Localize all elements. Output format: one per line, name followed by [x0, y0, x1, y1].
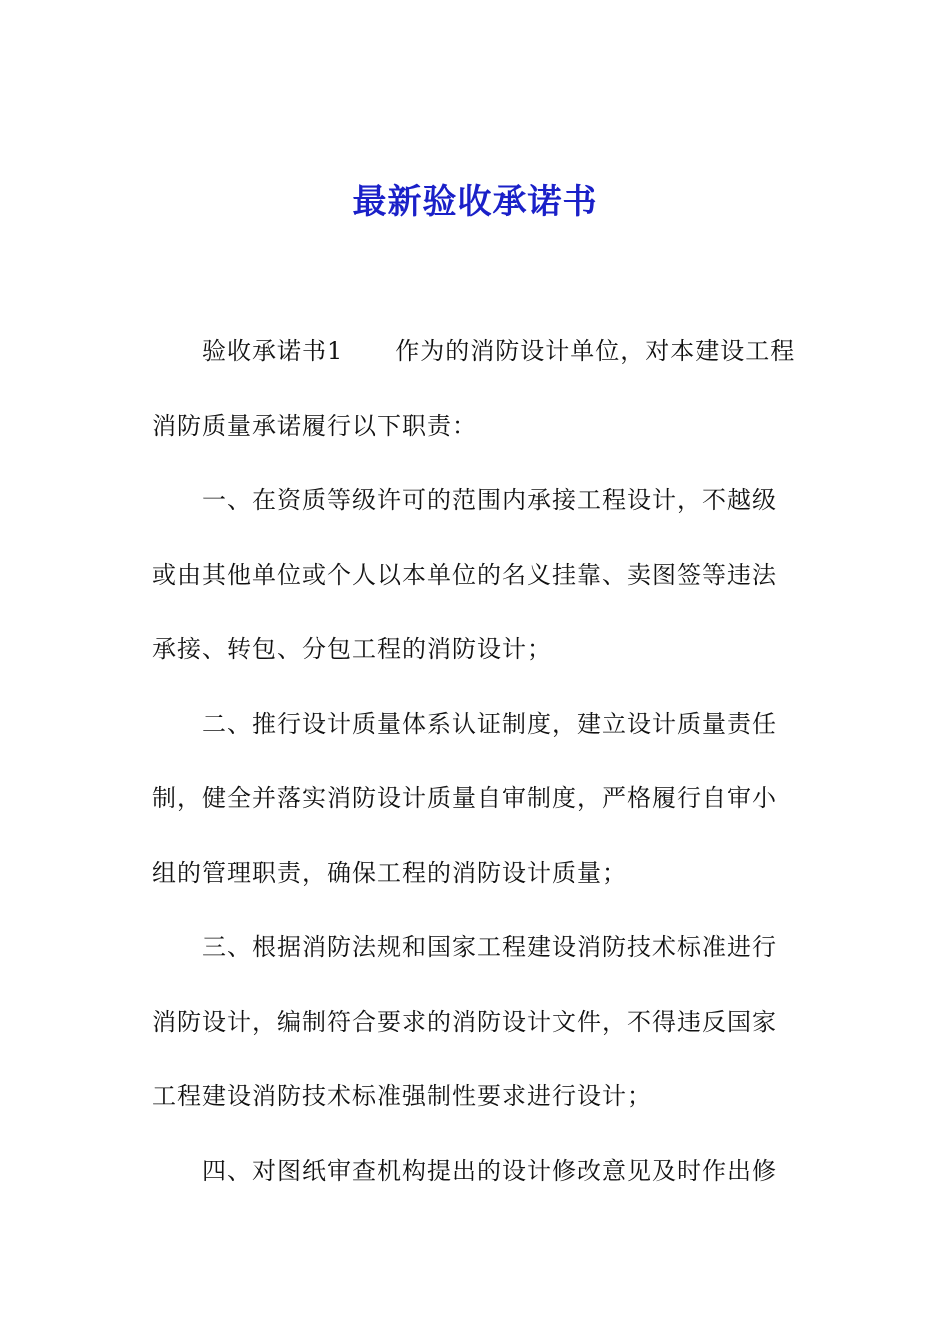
paragraph-line: 一、在资质等级许可的范围内承接工程设计，不越级 [202, 486, 777, 514]
paragraph-line [202, 333, 812, 369]
paragraph-line: 或由其他单位或个人以本单位的名义挂靠、卖图签等违法 [152, 561, 777, 589]
paragraph-line: 消防质量承诺履行以下职责： [152, 412, 477, 440]
paragraph-line: 组的管理职责，确保工程的消防设计质量； [152, 859, 627, 887]
paragraph-line: 二、推行设计质量体系认证制度，建立设计质量责任 [202, 710, 777, 738]
section-heading: 验收承诺书1 [202, 337, 344, 365]
paragraph-line: 工程建设消防技术标准强制性要求进行设计； [152, 1082, 652, 1110]
paragraph-line: 制，健全并落实消防设计质量自审制度，严格履行自审小 [152, 784, 777, 812]
paragraph-line: 四、对图纸审查机构提出的设计修改意见及时作出修 [202, 1157, 777, 1185]
paragraph-text: 作为的消防设计单位，对本建设工程 [395, 337, 796, 365]
paragraph-line: 承接、转包、分包工程的消防设计； [152, 635, 552, 663]
paragraph-line: 消防设计，编制符合要求的消防设计文件，不得违反国家 [152, 1008, 777, 1036]
document-title: 最新验收承诺书 [352, 182, 598, 222]
paragraph-line: 三、根据消防法规和国家工程建设消防技术标准进行 [202, 933, 777, 961]
